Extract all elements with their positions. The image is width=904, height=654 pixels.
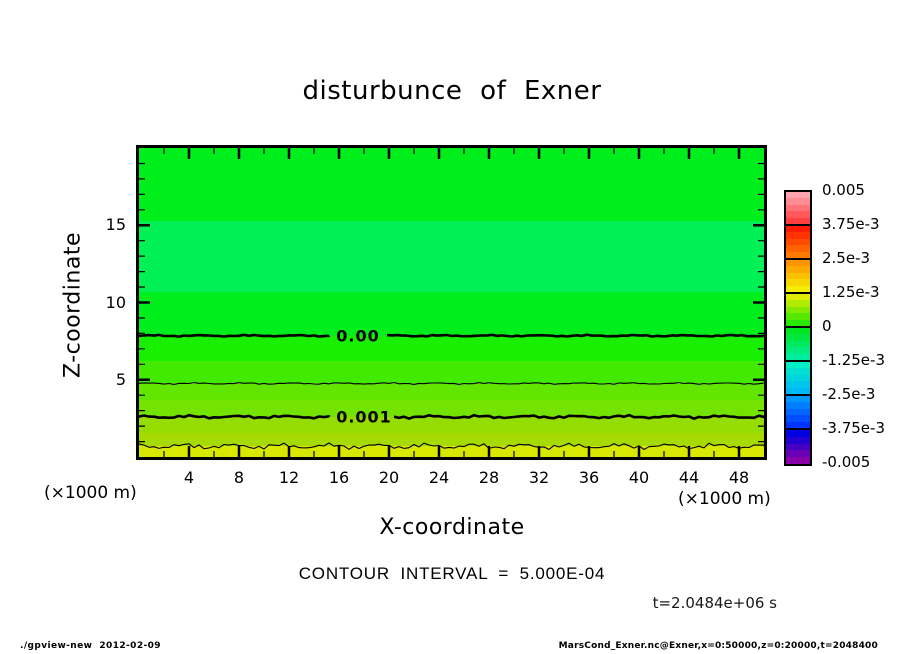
z-tick-label: 15 [105, 215, 126, 235]
colorbar-tick-label: -3.75e-3 [822, 419, 885, 437]
colorbar-stripe [786, 320, 810, 326]
contour-line [394, 415, 764, 419]
x-tick-label: 36 [578, 468, 600, 487]
x-tick-label: 24 [428, 468, 450, 487]
colorbar-cell [786, 328, 810, 362]
z-axis-title: Z-coordinate [60, 232, 86, 378]
colorbar-tick-label: -2.5e-3 [822, 385, 876, 403]
colorbar-stripe [786, 286, 810, 292]
colorbar-tick-label: 3.75e-3 [822, 215, 880, 233]
colorbar-stripe [786, 388, 810, 394]
colorbar-stripe [786, 450, 810, 457]
contour-line [387, 335, 764, 337]
colorbar-stripe [786, 252, 810, 258]
colorbar-cell [786, 396, 810, 430]
contour-overlay [139, 148, 764, 457]
colorbar-stripe [786, 437, 810, 444]
contour-line [139, 415, 329, 418]
contour-line [139, 443, 764, 450]
colorbar-tick-label: 1.25e-3 [822, 283, 880, 301]
colorbar-tick-label: 0 [822, 317, 832, 335]
x-tick-label: 8 [233, 468, 245, 487]
x-tick-label: 20 [378, 468, 400, 487]
x-tick-label: 4 [183, 468, 195, 487]
footer-program-stamp: ./gpview-new 2012-02-09 [20, 641, 161, 651]
colorbar-stripe [786, 422, 810, 428]
colorbar-stripe [786, 430, 810, 437]
time-annotation: t=2.0484e+06 s [652, 594, 777, 612]
x-axis-unit: (×1000 m) [678, 489, 771, 509]
colorbar-stripe [786, 444, 810, 451]
colorbar-cell [786, 226, 810, 260]
contour-line [139, 383, 764, 385]
z-tick-label: 5 [115, 369, 126, 389]
plot-area [136, 145, 767, 460]
colorbar [784, 190, 812, 466]
colorbar-stripe [786, 457, 810, 464]
contour-line [139, 335, 329, 337]
colorbar-cell [786, 430, 810, 464]
colorbar-stripe [786, 218, 810, 224]
x-tick-label: 48 [728, 468, 750, 487]
x-tick-label: 32 [528, 468, 550, 487]
chart-title: disturbunce of Exner [302, 76, 602, 106]
colorbar-tick-label: 2.5e-3 [822, 249, 871, 267]
footer-file-stamp: MarsCond_Exner.nc@Exner,x=0:50000,z=0:20000,t=2048400 [558, 641, 878, 651]
z-axis-unit: (×1000 m) [44, 483, 137, 503]
colorbar-cell [786, 192, 810, 226]
x-tick-label: 28 [478, 468, 500, 487]
contour-label: 0.00 [336, 326, 380, 346]
z-tick-label: 10 [105, 292, 126, 312]
colorbar-cell [786, 260, 810, 294]
x-tick-label: 40 [628, 468, 650, 487]
major-ticks [139, 148, 764, 457]
colorbar-tick-label: -0.005 [822, 453, 871, 471]
colorbar-stripe [786, 354, 810, 360]
x-tick-label: 12 [278, 468, 300, 487]
x-axis-title: X-coordinate [379, 515, 525, 540]
x-tick-label: 16 [328, 468, 350, 487]
colorbar-tick-label: 0.005 [822, 181, 865, 199]
contour-interval-text: CONTOUR INTERVAL = 5.000E-04 [298, 564, 606, 583]
minor-ticks [139, 148, 764, 457]
colorbar-cell [786, 362, 810, 396]
x-tick-label: 44 [678, 468, 700, 487]
colorbar-cell [786, 294, 810, 328]
colorbar-tick-label: -1.25e-3 [822, 351, 885, 369]
contour-label: 0.001 [336, 407, 392, 427]
